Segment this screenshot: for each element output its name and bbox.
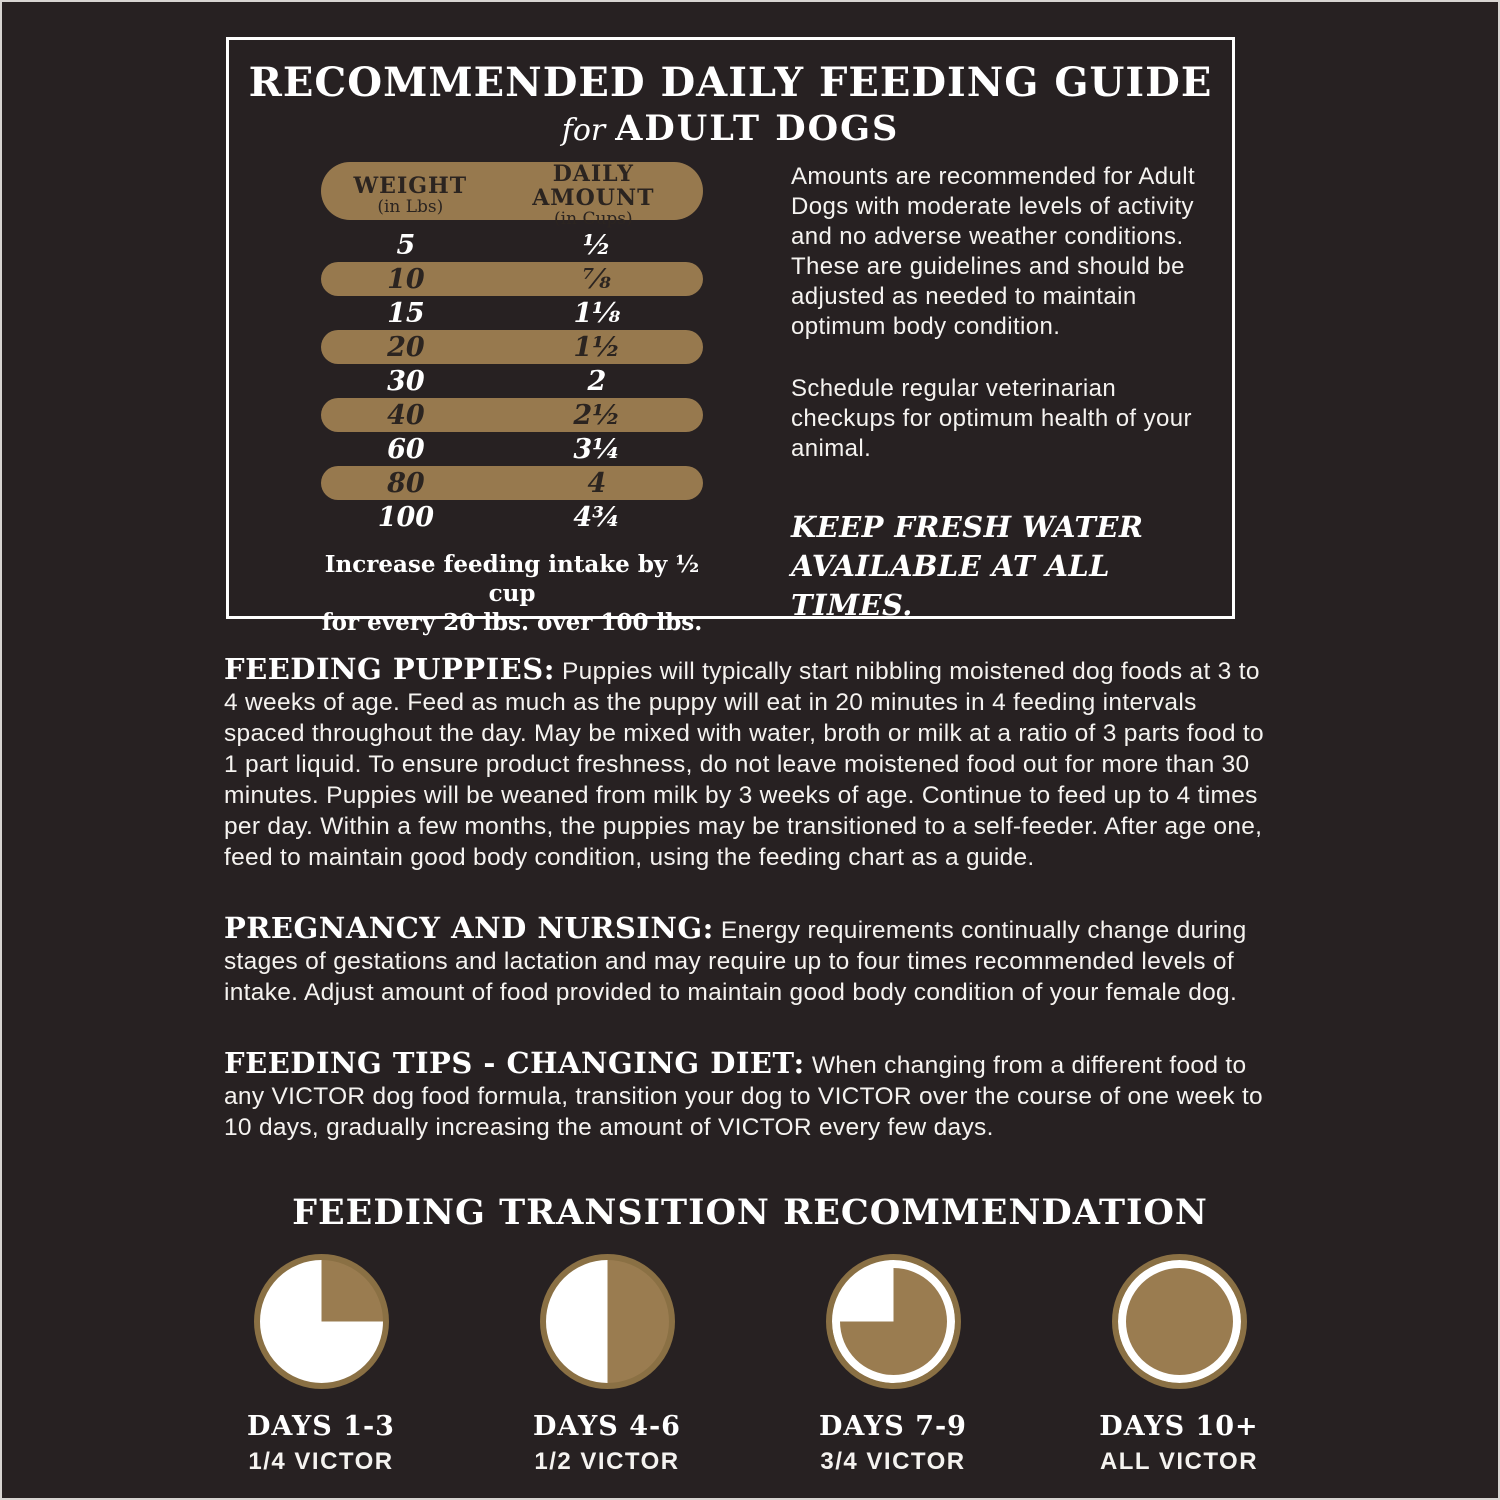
table-row: 60 3¼ — [387, 433, 621, 465]
transition-days-label: DAYS 4-6 — [533, 1411, 681, 1442]
section-heading: PREGNANCY AND NURSING: — [224, 911, 714, 945]
guide-title-adult-dogs: ADULT DOGS — [615, 108, 900, 149]
table-row: 100 4¾ — [377, 501, 621, 533]
table-row: 10 ⅞ — [321, 262, 703, 296]
header-weight: WEIGHT (in Lbs) — [353, 173, 468, 217]
transition-pie-row — [2, 1254, 1498, 1476]
pie-full-icon — [1112, 1254, 1247, 1389]
guide-title — [229, 40, 1232, 152]
pie-quarter-icon — [254, 1254, 389, 1389]
section-heading: FEEDING TIPS - CHANGING DIET: — [224, 1046, 805, 1080]
transition-days-label: DAYS 1-3 — [247, 1411, 395, 1442]
table-row: 5 ½ — [396, 229, 611, 261]
transition-amount-label: 1/2 VICTOR — [534, 1448, 680, 1475]
section-body: Energy requirements continually change during stages of gestations and lactation and may require up to four times recommended levels of intake. Adjust amount of food provided to maintain good body condition of your female dog. — [224, 917, 1247, 1006]
table-row: 15 1⅛ — [387, 297, 621, 329]
guide-title-line1: RECOMMENDED DAILY FEEDING GUIDE — [248, 59, 1213, 106]
transition-days-label: DAYS 10+ — [1099, 1411, 1259, 1442]
guide-right-column — [791, 162, 1227, 625]
pie-three-quarter-icon — [826, 1254, 961, 1389]
pie-half-icon — [540, 1254, 675, 1389]
transition-amount-label: 1/4 VICTOR — [248, 1448, 394, 1475]
table-row: 40 2½ — [321, 398, 703, 432]
section-feeding-puppies — [224, 654, 1264, 873]
transition-amount-label: ALL VICTOR — [1099, 1448, 1259, 1475]
guide-title-for: for — [561, 113, 606, 148]
table-row: 30 2 — [387, 365, 607, 397]
guide-title-line2 — [229, 108, 1232, 152]
table-row: 80 4 — [321, 466, 703, 500]
guide-paragraph-vet: Schedule regular veterinarian checkups for optimum health of your animal. — [791, 375, 1192, 462]
fresh-water-notice: KEEP FRESH WATER AVAILABLE AT ALL TIMES. — [791, 510, 1144, 622]
transition-item-days-10-plus — [1074, 1254, 1284, 1476]
transition-item-days-7-9 — [788, 1254, 998, 1476]
feeding-guide-box — [226, 37, 1235, 636]
section-heading: FEEDING PUPPIES: — [224, 652, 555, 686]
guide-paragraph-amounts: Amounts are recommended for Adult Dogs with moderate levels of activity and no adverse weather conditions. These are guidelines and should be adjusted as needed to maintain optimum body condition. — [791, 163, 1196, 340]
header-daily-amount: DAILY AMOUNT (in Cups) — [532, 161, 655, 229]
table-row: 20 1½ — [321, 330, 703, 364]
feeding-table-rows — [321, 228, 703, 534]
guide-box-body — [229, 162, 1232, 637]
section-body: When changing from a different food to any VICTOR dog food formula, transition your dog to VICTOR over the course of one week to 10 days, gradually increasing the amount of VICTOR every few days. — [224, 1052, 1263, 1141]
feeding-table — [321, 162, 703, 637]
info-sections — [224, 654, 1264, 1177]
transition-days-label: DAYS 7-9 — [819, 1411, 967, 1442]
section-feeding-tips — [224, 1048, 1264, 1143]
transition-item-days-4-6 — [502, 1254, 712, 1476]
table-footnote: Increase feeding intake by ½ cup for every 20 lbs. over 100 lbs. — [321, 551, 703, 636]
transition-title: FEEDING TRANSITION RECOMMENDATION — [292, 1192, 1208, 1233]
label-page — [2, 2, 1498, 1498]
transition-amount-label: 3/4 VICTOR — [820, 1448, 966, 1475]
section-body: Puppies will typically start nibbling moistened dog foods at 3 to 4 weeks of age. Feed as much as the puppy will eat in 20 minutes in 4 feeding intervals spaced throughout the day. May be mixed with water, broth or milk at a ratio of 3 parts food to 1 part liquid. To ensure product freshness, do not leave moistened food out for more than 30 minutes. Puppies will be weaned from milk by 3 weeks of age. Continue to feed up to 4 times per day. Within a few months, the puppies may be transitioned to a self-feeder. After age one, feed to maintain good body condition, using the feeding chart as a guide. — [224, 658, 1264, 871]
feeding-table-header — [321, 161, 703, 229]
section-pregnancy-nursing — [224, 913, 1264, 1008]
transition-item-days-1-3 — [216, 1254, 426, 1476]
